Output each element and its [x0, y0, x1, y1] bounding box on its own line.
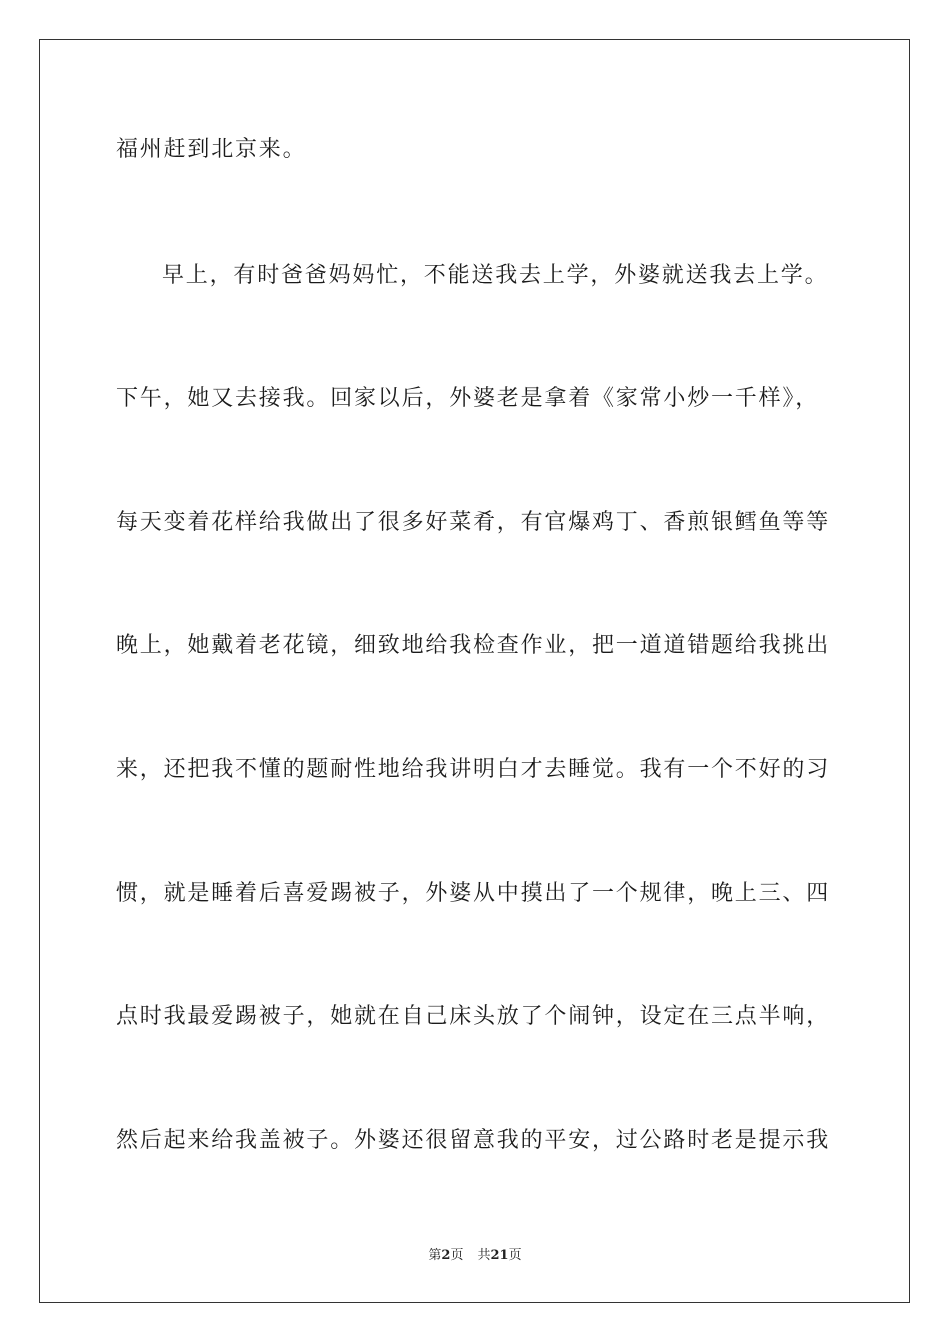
text-line-9: 然后起来给我盖被子。外婆还很留意我的平安，过公路时老是提示我: [116, 1128, 831, 1153]
page-border: [39, 39, 910, 1303]
total-pages: 21: [490, 1248, 509, 1263]
page-number: 2: [441, 1248, 451, 1263]
text-line-7: 惯，就是睡着后喜爱踢被子，外婆从中摸出了一个规律，晚上三、四: [116, 881, 831, 906]
text-line-1: 福州赶到北京来。: [116, 137, 307, 162]
page-prefix: 第: [428, 1248, 442, 1263]
total-suffix: 页: [508, 1248, 522, 1263]
page-suffix: 页: [450, 1248, 464, 1263]
text-line-5: 晚上，她戴着老花镜，细致地给我检查作业，把一道道错题给我挑出: [116, 633, 831, 658]
text-line-4: 每天变着花样给我做出了很多好菜肴，有官爆鸡丁、香煎银鳕鱼等等: [116, 510, 831, 535]
page-footer: [0, 1246, 950, 1266]
text-line-8: 点时我最爱踢被子，她就在自己床头放了个闹钟，设定在三点半响，: [116, 1004, 831, 1029]
text-line-3: 下午，她又去接我。回家以后，外婆老是拿着《家常小炒一千样》，: [116, 386, 820, 411]
text-line-2: 早上，有时爸爸妈妈忙，不能送我去上学，外婆就送我去上学。: [162, 263, 829, 288]
total-prefix: 共: [477, 1248, 491, 1263]
text-line-6: 来，还把我不懂的题耐性地给我讲明白才去睡觉。我有一个不好的习: [116, 757, 831, 782]
